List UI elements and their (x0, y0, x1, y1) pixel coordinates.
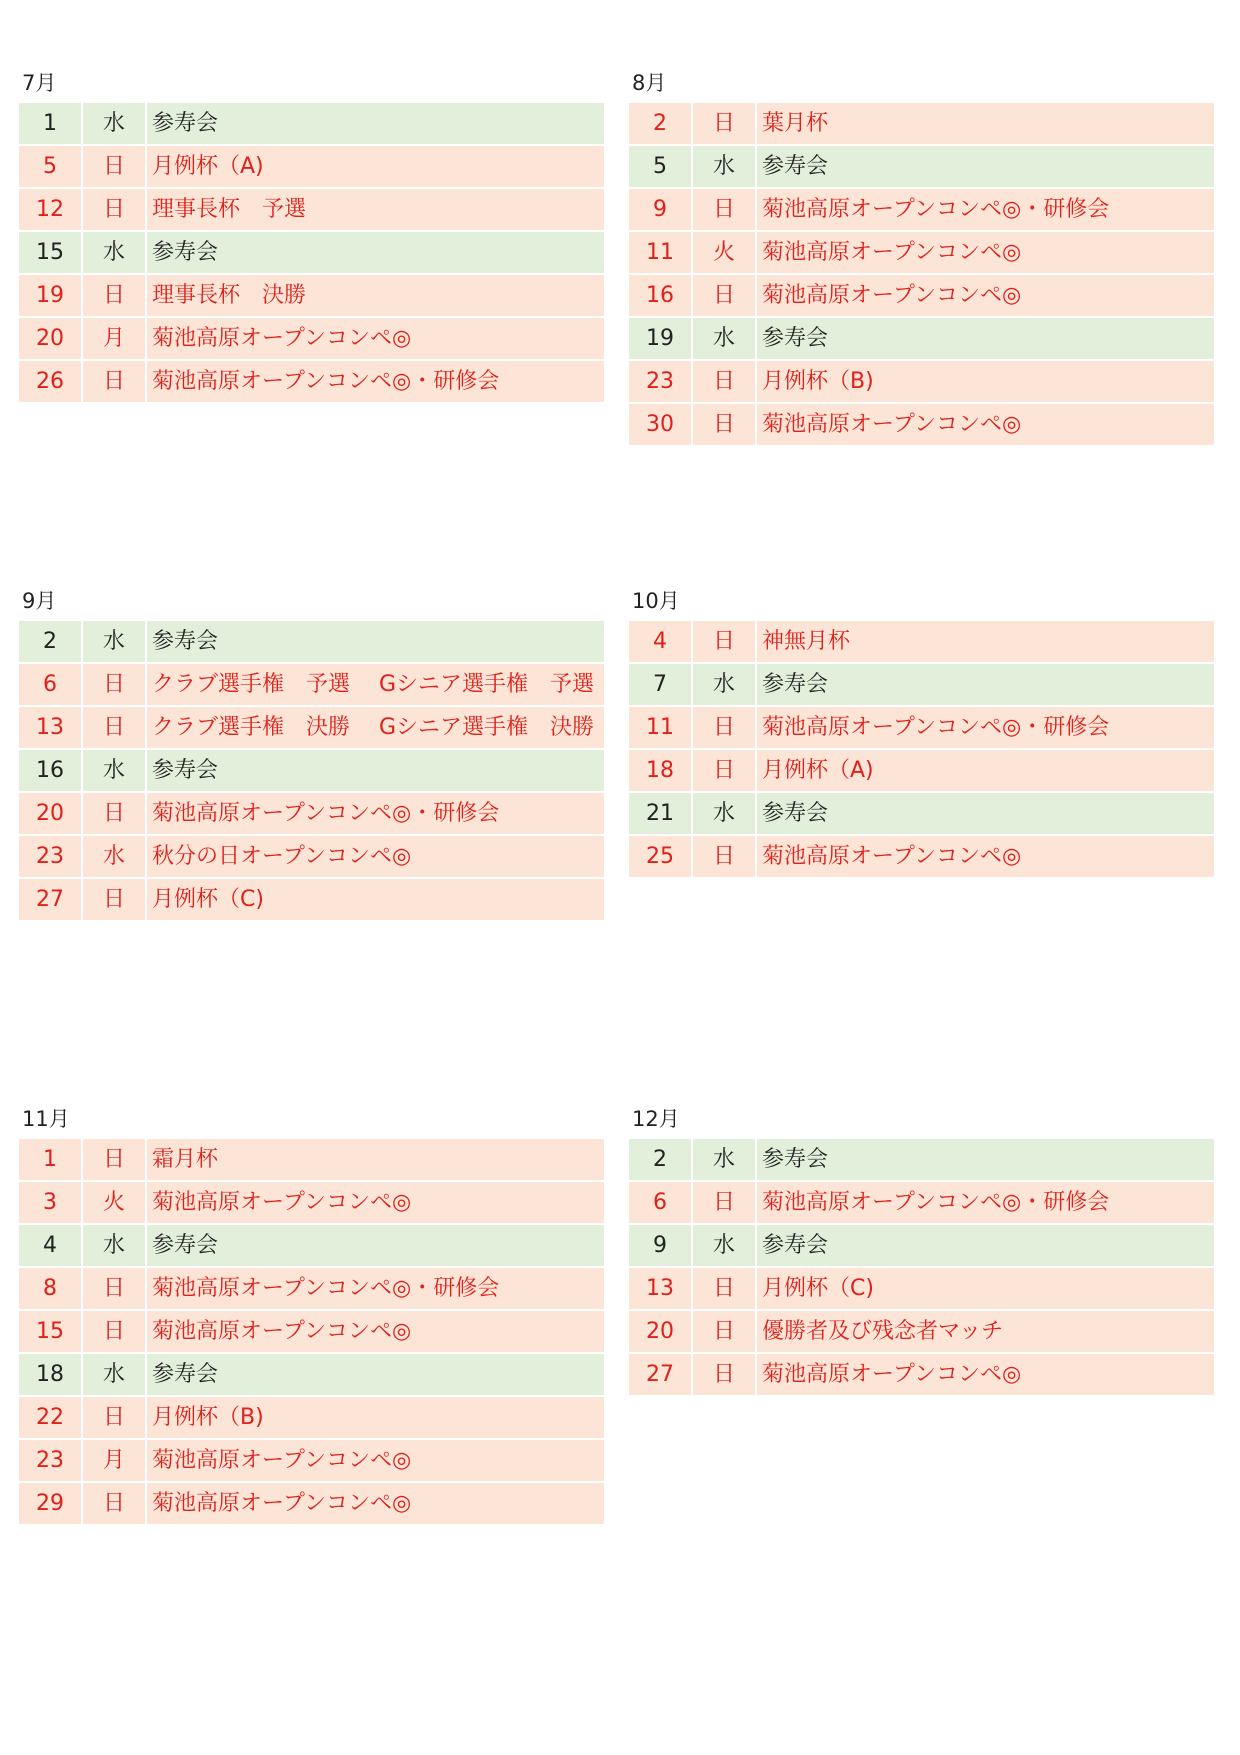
month-title: 9月 (22, 589, 57, 613)
event-weekday: 日 (83, 1311, 145, 1352)
event-row (19, 664, 604, 705)
event-row (19, 836, 604, 877)
event-row (19, 1483, 604, 1524)
event-row (629, 103, 1214, 144)
event-row (19, 189, 604, 230)
event-row (629, 793, 1214, 834)
event-weekday: 水 (83, 1225, 145, 1266)
event-day: 1 (19, 103, 81, 144)
month-block-sep (19, 581, 604, 922)
event-row (19, 1354, 604, 1395)
event-day: 5 (629, 146, 691, 187)
event-row (19, 1311, 604, 1352)
event-weekday: 水 (83, 621, 145, 662)
event-weekday: 日 (693, 1268, 755, 1309)
event-weekday: 日 (83, 275, 145, 316)
event-name: クラブ選手権 決勝 Gシニア選手権 決勝 (147, 707, 604, 748)
event-day: 9 (629, 1225, 691, 1266)
event-day: 13 (629, 1268, 691, 1309)
event-name: 菊池高原オープンコンペ◎ (147, 1440, 604, 1481)
event-day: 19 (629, 318, 691, 359)
event-day: 20 (19, 793, 81, 834)
event-day: 23 (19, 1440, 81, 1481)
event-row (19, 103, 604, 144)
event-name: 菊池高原オープンコンペ◎ (757, 232, 1214, 273)
event-name: 参寿会 (757, 793, 1214, 834)
event-row (19, 793, 604, 834)
event-weekday: 水 (693, 318, 755, 359)
event-day: 8 (19, 1268, 81, 1309)
event-weekday: 日 (83, 1397, 145, 1438)
event-row (19, 1440, 604, 1481)
event-weekday: 日 (693, 1311, 755, 1352)
event-name: 菊池高原オープンコンペ◎・研修会 (757, 1182, 1214, 1223)
event-name: 月例杯（B) (757, 361, 1214, 402)
event-day: 6 (19, 664, 81, 705)
month-rows (629, 1139, 1214, 1395)
event-row (629, 189, 1214, 230)
event-row (19, 1225, 604, 1266)
event-day: 18 (629, 750, 691, 791)
event-day: 2 (629, 103, 691, 144)
event-day: 22 (19, 1397, 81, 1438)
event-day: 19 (19, 275, 81, 316)
event-weekday: 日 (83, 1483, 145, 1524)
event-row (629, 1311, 1214, 1352)
event-name: 菊池高原オープンコンペ◎ (757, 275, 1214, 316)
event-name: 秋分の日オープンコンペ◎ (147, 836, 604, 877)
event-row (19, 750, 604, 791)
month-block-oct (629, 581, 1214, 879)
event-name: 参寿会 (757, 146, 1214, 187)
event-row (19, 361, 604, 402)
event-weekday: 日 (693, 750, 755, 791)
event-row (629, 146, 1214, 187)
event-day: 4 (19, 1225, 81, 1266)
event-name: 菊池高原オープンコンペ◎ (757, 836, 1214, 877)
event-weekday: 日 (693, 275, 755, 316)
event-name: 菊池高原オープンコンペ◎・研修会 (757, 707, 1214, 748)
event-row (629, 232, 1214, 273)
event-name: 参寿会 (147, 232, 604, 273)
event-weekday: 水 (83, 750, 145, 791)
event-weekday: 日 (693, 404, 755, 445)
event-weekday: 月 (83, 1440, 145, 1481)
event-day: 25 (629, 836, 691, 877)
event-row (629, 318, 1214, 359)
event-name: 月例杯（A) (757, 750, 1214, 791)
event-name: 菊池高原オープンコンペ◎・研修会 (147, 1268, 604, 1309)
event-weekday: 日 (693, 1354, 755, 1395)
month-title: 8月 (632, 71, 667, 95)
event-name: 参寿会 (757, 1225, 1214, 1266)
event-row (629, 750, 1214, 791)
event-name: 菊池高原オープンコンペ◎ (757, 404, 1214, 445)
event-weekday: 日 (83, 707, 145, 748)
event-weekday: 日 (83, 664, 145, 705)
event-day: 6 (629, 1182, 691, 1223)
month-title: 12月 (632, 1107, 680, 1131)
event-name: 神無月杯 (757, 621, 1214, 662)
event-name: 理事長杯 予選 (147, 189, 604, 230)
event-row (629, 707, 1214, 748)
event-day: 2 (629, 1139, 691, 1180)
event-name: 菊池高原オープンコンペ◎・研修会 (147, 361, 604, 402)
event-day: 13 (19, 707, 81, 748)
event-day: 18 (19, 1354, 81, 1395)
event-day: 4 (629, 621, 691, 662)
event-day: 16 (19, 750, 81, 791)
event-weekday: 日 (83, 793, 145, 834)
event-day: 23 (629, 361, 691, 402)
event-weekday: 水 (693, 146, 755, 187)
event-row (19, 232, 604, 273)
event-name: 菊池高原オープンコンペ◎ (147, 1311, 604, 1352)
event-weekday: 月 (83, 318, 145, 359)
event-day: 2 (19, 621, 81, 662)
event-weekday: 日 (693, 836, 755, 877)
event-day: 27 (629, 1354, 691, 1395)
event-name: 月例杯（C) (757, 1268, 1214, 1309)
event-name: 菊池高原オープンコンペ◎ (147, 1483, 604, 1524)
event-name: 優勝者及び残念者マッチ (757, 1311, 1214, 1352)
event-day: 12 (19, 189, 81, 230)
month-rows (19, 1139, 604, 1524)
event-row (629, 836, 1214, 877)
event-day: 7 (629, 664, 691, 705)
event-name: クラブ選手権 予選 Gシニア選手権 予選 (147, 664, 604, 705)
event-row (19, 275, 604, 316)
event-name: 参寿会 (147, 621, 604, 662)
month-block-nov (19, 1099, 604, 1526)
event-weekday: 日 (83, 361, 145, 402)
event-row (629, 1182, 1214, 1223)
event-weekday: 水 (693, 664, 755, 705)
event-day: 15 (19, 232, 81, 273)
event-day: 20 (629, 1311, 691, 1352)
event-weekday: 水 (693, 793, 755, 834)
event-weekday: 日 (83, 1139, 145, 1180)
event-day: 15 (19, 1311, 81, 1352)
event-name: 参寿会 (757, 1139, 1214, 1180)
event-name: 理事長杯 決勝 (147, 275, 604, 316)
event-row (629, 1139, 1214, 1180)
event-weekday: 日 (693, 1182, 755, 1223)
event-weekday: 水 (693, 1225, 755, 1266)
event-name: 月例杯（A) (147, 146, 604, 187)
event-weekday: 日 (693, 189, 755, 230)
event-day: 23 (19, 836, 81, 877)
month-rows (629, 621, 1214, 877)
event-weekday: 日 (693, 103, 755, 144)
event-day: 11 (629, 232, 691, 273)
event-weekday: 日 (693, 621, 755, 662)
event-row (19, 1268, 604, 1309)
event-name: 菊池高原オープンコンペ◎ (147, 318, 604, 359)
month-block-aug (629, 63, 1214, 447)
event-row (629, 361, 1214, 402)
event-row (629, 1225, 1214, 1266)
month-title: 10月 (632, 589, 680, 613)
event-name: 月例杯（B) (147, 1397, 604, 1438)
event-day: 20 (19, 318, 81, 359)
event-weekday: 水 (83, 836, 145, 877)
event-row (19, 1397, 604, 1438)
event-row (19, 1139, 604, 1180)
event-day: 3 (19, 1182, 81, 1223)
event-weekday: 日 (693, 707, 755, 748)
month-rows (629, 103, 1214, 445)
month-rows (19, 621, 604, 920)
event-row (19, 621, 604, 662)
event-weekday: 水 (83, 103, 145, 144)
event-name: 参寿会 (147, 1354, 604, 1395)
event-day: 30 (629, 404, 691, 445)
event-weekday: 日 (83, 879, 145, 920)
event-day: 11 (629, 707, 691, 748)
event-name: 葉月杯 (757, 103, 1214, 144)
event-weekday: 日 (83, 146, 145, 187)
event-weekday: 日 (693, 361, 755, 402)
event-day: 5 (19, 146, 81, 187)
event-name: 菊池高原オープンコンペ◎ (757, 1354, 1214, 1395)
event-weekday: 火 (83, 1182, 145, 1223)
event-day: 27 (19, 879, 81, 920)
event-name: 参寿会 (147, 103, 604, 144)
event-name: 菊池高原オープンコンペ◎・研修会 (147, 793, 604, 834)
event-row (629, 1354, 1214, 1395)
event-row (629, 404, 1214, 445)
event-weekday: 水 (83, 1354, 145, 1395)
event-row (629, 621, 1214, 662)
event-row (629, 275, 1214, 316)
month-title: 7月 (22, 71, 57, 95)
event-row (19, 146, 604, 187)
event-name: 参寿会 (757, 664, 1214, 705)
event-weekday: 水 (693, 1139, 755, 1180)
event-day: 16 (629, 275, 691, 316)
event-day: 1 (19, 1139, 81, 1180)
event-row (629, 664, 1214, 705)
event-row (19, 1182, 604, 1223)
month-title: 11月 (22, 1107, 70, 1131)
month-block-jul (19, 63, 604, 404)
event-day: 9 (629, 189, 691, 230)
event-weekday: 日 (83, 189, 145, 230)
event-name: 参寿会 (147, 1225, 604, 1266)
event-name: 参寿会 (147, 750, 604, 791)
event-row (629, 1268, 1214, 1309)
event-day: 21 (629, 793, 691, 834)
event-row (19, 318, 604, 359)
event-name: 参寿会 (757, 318, 1214, 359)
event-weekday: 日 (83, 1268, 145, 1309)
event-row (19, 879, 604, 920)
event-name: 月例杯（C) (147, 879, 604, 920)
event-day: 26 (19, 361, 81, 402)
event-weekday: 火 (693, 232, 755, 273)
event-name: 霜月杯 (147, 1139, 604, 1180)
month-rows (19, 103, 604, 402)
event-name: 菊池高原オープンコンペ◎・研修会 (757, 189, 1214, 230)
event-day: 29 (19, 1483, 81, 1524)
month-block-dec (629, 1099, 1214, 1397)
event-weekday: 水 (83, 232, 145, 273)
event-row (19, 707, 604, 748)
event-name: 菊池高原オープンコンペ◎ (147, 1182, 604, 1223)
